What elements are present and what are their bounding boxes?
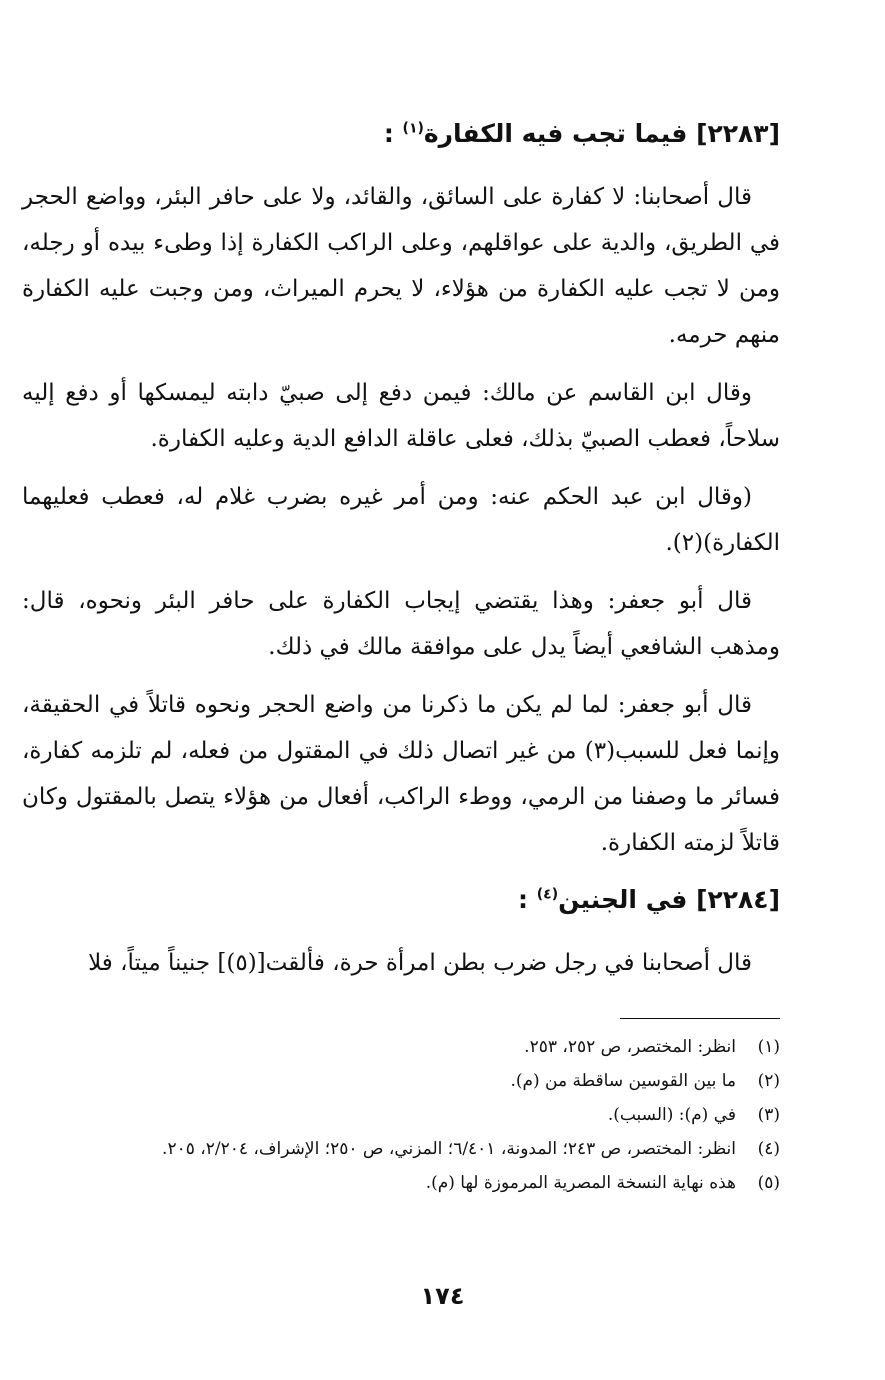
section-title: فيما تجب فيه الكفارة bbox=[423, 119, 688, 148]
section-number: [٢٢٨٤] bbox=[696, 885, 780, 914]
footnote-text: انظر: المختصر، ص ٢٤٣؛ المدونة، ٦/٤٠١؛ المزني، ص ٢٥٠؛ الإشراف، ٢/٢٠٤، ٢٠٥. bbox=[162, 1139, 736, 1159]
section-title: في الجنين bbox=[558, 885, 688, 914]
paragraph: قال أبو جعفر: لما لم يكن ما ذكرنا من واضع الحجر ونحوه قاتلاً في الحقيقة، وإنما فعل للسبب(٣) من غير اتصال ذلك في المقتول من فعله، لم تلزمه كفارة، فسائر ما وصفنا من الرمي، ووطء الراكب، أفعال من هؤلاء يتصل بالمقتول وكان قاتلاً لزمته الكفارة. bbox=[22, 692, 780, 856]
heading-colon: : bbox=[518, 885, 529, 914]
footnote-text: انظر: المختصر، ص ٢٥٢، ٢٥٣. bbox=[524, 1037, 736, 1057]
footnote-number: (٣) bbox=[757, 1105, 780, 1125]
section-2284 bbox=[22, 878, 780, 986]
footnote-number: (٥) bbox=[757, 1173, 780, 1193]
footnote-divider bbox=[620, 1018, 780, 1019]
footnotes bbox=[22, 1030, 780, 1200]
page-number: ١٧٤ bbox=[420, 1282, 465, 1310]
section-heading bbox=[22, 112, 780, 156]
section-heading bbox=[22, 878, 780, 922]
footnote bbox=[22, 1098, 780, 1132]
paragraph: وقال ابن القاسم عن مالك: فيمن دفع إلى صبيّ دابته ليمسكها أو دفع إليه سلاحاً، فعطب الصبيّ بذلك، فعلى عاقلة الدافع الدية وعليه الكفارة. bbox=[22, 380, 780, 452]
paragraph: قال أصحابنا: لا كفارة على السائق، والقائد، ولا على حافر البئر، وواضع الحجر في الطريق، والدية على عواقلهم، وعلى الراكب الكفارة إذا وطىء بيده أو رجله، ومن لا تجب عليه الكفارة من هؤلاء، لا يحرم الميراث، ومن وجبت عليه الكفارة منهم حرمه. bbox=[22, 184, 780, 348]
footnote-text: ما بين القوسين ساقطة من (م). bbox=[510, 1071, 736, 1091]
footnote bbox=[22, 1064, 780, 1098]
footnote-text: في (م): (السبب). bbox=[607, 1105, 736, 1125]
footnote-number: (٤) bbox=[757, 1139, 780, 1159]
footnote-ref: (٤) bbox=[536, 886, 559, 903]
footnote-number: (١) bbox=[757, 1037, 780, 1057]
heading-colon: : bbox=[383, 119, 394, 148]
paragraph: (وقال ابن عبد الحكم عنه: ومن أمر غيره بضرب غلام له، فعطب فعليهما الكفارة)(٢). bbox=[22, 484, 780, 556]
footnote bbox=[22, 1132, 780, 1166]
footnote bbox=[22, 1030, 780, 1064]
footnote-number: (٢) bbox=[757, 1071, 780, 1091]
paragraph: قال أصحابنا في رجل ضرب بطن امرأة حرة، فألقت[(٥)] جنيناً ميتاً، فلا bbox=[88, 950, 752, 976]
footnote-ref: (١) bbox=[402, 120, 424, 137]
section-number: [٢٢٨٣] bbox=[696, 119, 780, 148]
paragraph: قال أبو جعفر: وهذا يقتضي إيجاب الكفارة على حافر البئر ونحوه، قال: ومذهب الشافعي أيضاً يدل على موافقة مالك في ذلك. bbox=[22, 588, 780, 660]
footnote-text: هذه نهاية النسخة المصرية المرموزة لها (م). bbox=[425, 1173, 736, 1193]
section-2283 bbox=[22, 112, 780, 866]
footnote bbox=[22, 1166, 780, 1200]
